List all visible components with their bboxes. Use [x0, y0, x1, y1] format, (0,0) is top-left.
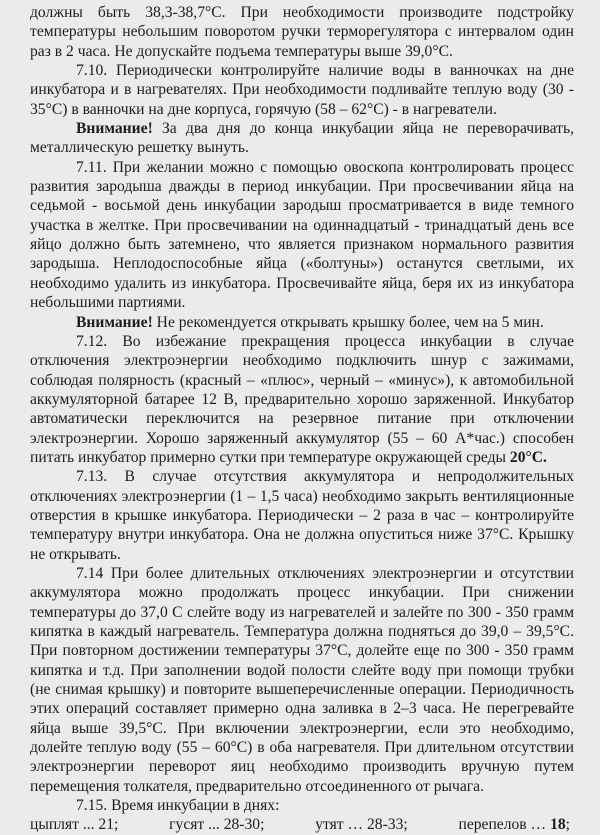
paragraph-7-11: 7.11. При желании можно с помощью овоскопа контролировать процесс развития зародыша дважды в период инкубации. При просвечивании яйца на седьмой - восьмой день инкубации зародыш просматривается в виде темного участка в желтке. При просвечивании на одиннадцатый - тринадцатый день все яйцо должно быть затемнено, что является признаком нормального развития зародыша. Неплодоспособные яйца («болтуны») останутся светлыми, их необходимо удалить из инкубатора. Просвечивайте яйца, беря их из инкубатора небольшими партиями.: [30, 158, 574, 312]
ambient-temperature-value: 20°С.: [509, 448, 547, 466]
paragraph-7-10: 7.10. Периодически контролируйте наличие воды в ванночках на дне инкубатора и в нагревателях. При необходимости подливайте теплую воду (30 - 35°С) в ванночки на дне корпуса, горячую (58 – 62°С) - в нагреватели.: [30, 62, 574, 118]
warning-label: Внимание!: [76, 313, 153, 331]
warning-text: Не рекомендуется открывать крышку более, чем на 5 мин.: [152, 313, 544, 331]
quail-semicolon: ;: [565, 816, 570, 834]
incubation-times-row: [30, 815, 574, 834]
warning-text: За два дня до конца инкубации яйца не переворачивать, металлическую решетку вынуть.: [30, 120, 574, 157]
quail-label: перепелов …: [458, 816, 551, 834]
incubation-time-quails: [458, 815, 570, 834]
paragraph-7-12-text: 7.12. Во избежание прекращения процесса инкубации в случае отключения электроэнергии необходимо подключить шнур с зажимами, соблюдая полярность (красный – «плюс», черный – «минус»), к автомобильной аккумуляторной батарее 12 В, предварительно хорошо заряженной. Инкубатор автоматически переключится на резервное питание при отключении электроэнергии. Хорошо заряженный аккумулятор (55 – 60 А*час.) способен питать инкубатор примерно сутки при температуре окружающей среды: [30, 332, 574, 466]
paragraph-7-14: 7.14 При более длительных отключениях электроэнергии и отсутствии аккумулятора можно продолжать процесс инкубации. При снижении температуры до 37,0 С слейте воду из нагревателей и залейте по 300 - 350 грамм кипятка в каждый нагреватель. Температура должна подняться до 39,0 – 39,5°С. При повторном достижении температуры 37°С, долейте еще по 300 - 350 грамм кипятка и т.д. При заполнении водой полости слейте воду при помощи трубки (не снимая крышку) и повторите вышеперечисленные операции. Периодичность этих операций составляет примерно одна заливка в 2–3 часа. Не перегревайте яйца выше 39,5°С. При включении электроэнергии, если это необходимо, долейте теплую воду (55 – 60°С) в оба нагревателя. При длительном отсутствии электроэнергии переворот яиц необходимо производить вручную путем перемещения толкателя, предварительно отсоединенного от рычага.: [30, 564, 574, 795]
paragraph-7-15: 7.15. Время инкубации в днях:: [76, 797, 280, 815]
paragraph-7-12: [30, 332, 574, 467]
incubation-time-ducklings: утят … 28-33;: [315, 816, 408, 834]
paragraph-7-13: 7.13. В случае отсутствия аккумулятора и непродолжительных отключениях электроэнергии (1 – 1,5 часа) необходимо закрыть вентиляционные отверстия в крышке инкубатора. Периодически – 2 раза в час – контролируйте температуру внутри инкубатора. Она не должна опуститься ниже 37°С. Крышку не открывать.: [30, 468, 574, 563]
paragraph-warning-turning: [30, 119, 574, 158]
warning-label: Внимание!: [76, 120, 153, 138]
incubation-time-goslings: гусят ... 28-30;: [169, 816, 265, 834]
paragraph-warning-lid: [30, 313, 574, 332]
incubation-time-chicks: цыплят ... 21;: [30, 816, 119, 834]
quail-days: 18: [550, 816, 566, 834]
paragraph-temperature: должны быть 38,3-38,7°С. При необходимости производите подстройку температуры небольшим поворотом ручки терморегулятора с интервалом один раз в 2 часа. Не допускайте подъема температуры выше 39,0°С.: [30, 4, 574, 60]
